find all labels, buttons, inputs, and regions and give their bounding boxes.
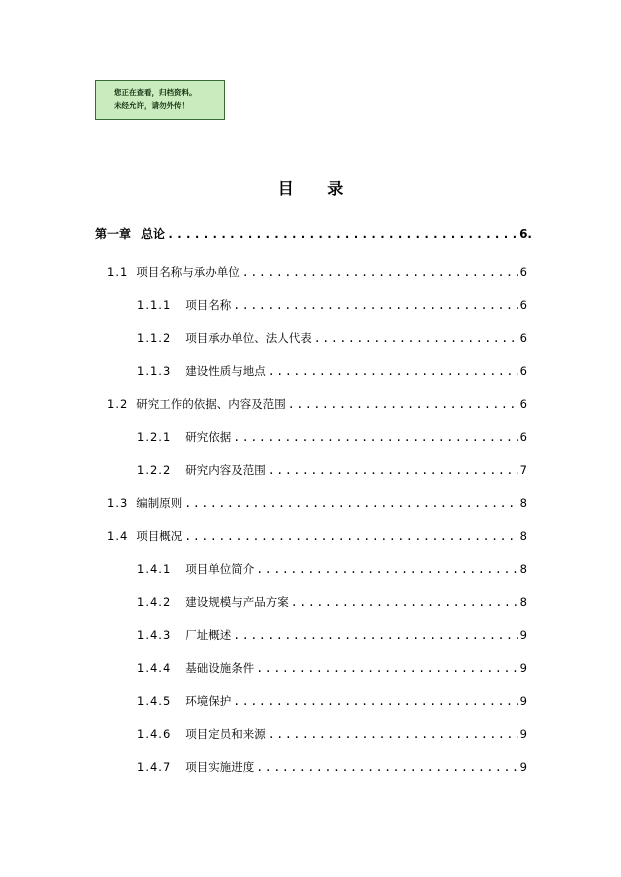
toc-entry-number: 1.4.6: [137, 727, 172, 741]
toc-entry-1-2-1[interactable]: [137, 429, 527, 445]
toc-entry-text: 总论: [141, 227, 166, 241]
toc-leader-dots: [167, 227, 517, 241]
toc-entry-number: 1.4.4: [137, 661, 172, 675]
toc-leader-dots: [268, 364, 518, 378]
toc-entry-text: 基础设施条件: [185, 661, 255, 675]
toc-entry-1-1-1[interactable]: [137, 297, 527, 313]
toc-title: 目 录: [277, 179, 358, 198]
toc-entry-1-4-2[interactable]: [137, 594, 527, 610]
toc-entry-text: 项目定员和来源: [185, 727, 266, 741]
toc-entry-1-1[interactable]: [107, 264, 527, 280]
toc-entry-page: 9: [519, 628, 527, 642]
toc-entry-number: 第一章: [95, 227, 132, 241]
toc-entry-text: 项目单位简介: [185, 562, 255, 576]
toc-entry-1-4-7[interactable]: [137, 759, 527, 775]
toc-entry-text: 研究依据: [185, 430, 232, 444]
toc-entry-page: 8: [519, 529, 527, 543]
toc-entry-1-4-1[interactable]: [137, 561, 527, 577]
toc-entry-page: 7: [519, 463, 527, 477]
toc-entry-number: 1.2: [107, 397, 129, 411]
toc-leader-dots: [268, 463, 518, 477]
toc-entry-page: 6: [519, 397, 527, 411]
toc-entry-number: 1.2.2: [137, 463, 172, 477]
toc-leader-dots: [233, 298, 517, 312]
toc-leader-dots: [268, 727, 518, 741]
toc-leader-dots: [233, 628, 517, 642]
toc-entry-1-2-2[interactable]: [137, 462, 527, 478]
toc-entry-1-4-5[interactable]: [137, 693, 527, 709]
toc-entry-text: 项目承办单位、法人代表: [185, 331, 312, 345]
toc-leader-dots: [256, 661, 517, 675]
confidential-stamp: [95, 80, 225, 120]
toc-entry-page: 6: [519, 265, 527, 279]
toc-leader-dots: [242, 265, 518, 279]
toc-entry-1-4[interactable]: [107, 528, 527, 544]
toc-entry-number: 1.4.5: [137, 694, 172, 708]
toc-entry-page: 8: [519, 595, 527, 609]
toc-leader-dots: [184, 529, 517, 543]
toc-entry-number: 1.4.7: [137, 760, 172, 774]
toc-leader-dots: [184, 496, 517, 510]
toc-entry-1-3[interactable]: [107, 495, 527, 511]
toc-entry-text: 编制原则: [136, 496, 183, 510]
toc-entry-page: 9: [519, 727, 527, 741]
toc-entry-text: 项目实施进度: [185, 760, 255, 774]
toc-leader-dots: [291, 595, 518, 609]
toc-entry-number: 1.1.3: [137, 364, 172, 378]
toc-entry-text: 研究工作的依据、内容及范围: [136, 397, 286, 411]
toc-entry-text: 项目概况: [136, 529, 183, 543]
toc-entry-number: 1.1: [107, 265, 129, 279]
toc-entry-1-2[interactable]: [107, 396, 527, 412]
toc-entry-page: 8: [519, 562, 527, 576]
stamp-line-2: 未经允许，请勿外传！: [114, 101, 189, 110]
toc-entry-page: 9: [519, 760, 527, 774]
toc-leader-dots: [314, 331, 518, 345]
toc-leader-dots: [256, 760, 517, 774]
toc-entry-page: 9: [519, 661, 527, 675]
toc-entry-text: 项目名称: [185, 298, 232, 312]
toc-entry-number: 1.4: [107, 529, 129, 543]
toc-entry-number: 1.1.1: [137, 298, 172, 312]
toc-leader-dots: [233, 694, 517, 708]
toc-entry-number: 1.4.2: [137, 595, 172, 609]
stamp-line-1: 您正在查看，归档资料。: [114, 88, 197, 97]
toc-entry-text: 环境保护: [185, 694, 232, 708]
toc-entry-page: 6: [519, 331, 527, 345]
toc-entry-text: 项目名称与承办单位: [136, 265, 240, 279]
toc-leader-dots: [233, 430, 517, 444]
toc-entry-number: 1.4.3: [137, 628, 172, 642]
toc-entry-page: 6: [519, 430, 527, 444]
toc-entry-text: 研究内容及范围: [185, 463, 266, 477]
toc-entry-number: 1.3: [107, 496, 129, 510]
toc-entry-1-4-4[interactable]: [137, 660, 527, 676]
toc-leader-dots: [288, 397, 518, 411]
toc-entry-number: 1.1.2: [137, 331, 172, 345]
toc-entry-page: 6: [519, 364, 527, 378]
toc-entry-page: 9: [519, 694, 527, 708]
toc-entry-number: 1.4.1: [137, 562, 172, 576]
toc-entry-text: 厂址概述: [185, 628, 232, 642]
toc-entry-text: 建设规模与产品方案: [185, 595, 289, 609]
toc-entry-chapter-1[interactable]: [95, 225, 532, 241]
toc-entry-1-4-6[interactable]: [137, 726, 527, 742]
toc-entry-page: 6.: [519, 227, 532, 241]
toc-entry-1-1-2[interactable]: [137, 330, 527, 346]
toc-entry-1-1-3[interactable]: [137, 363, 527, 379]
toc-entry-page: 6: [519, 298, 527, 312]
toc-entry-page: 8: [519, 496, 527, 510]
toc-entry-text: 建设性质与地点: [185, 364, 266, 378]
toc-entry-1-4-3[interactable]: [137, 627, 527, 643]
toc-leader-dots: [256, 562, 517, 576]
toc-entry-number: 1.2.1: [137, 430, 172, 444]
